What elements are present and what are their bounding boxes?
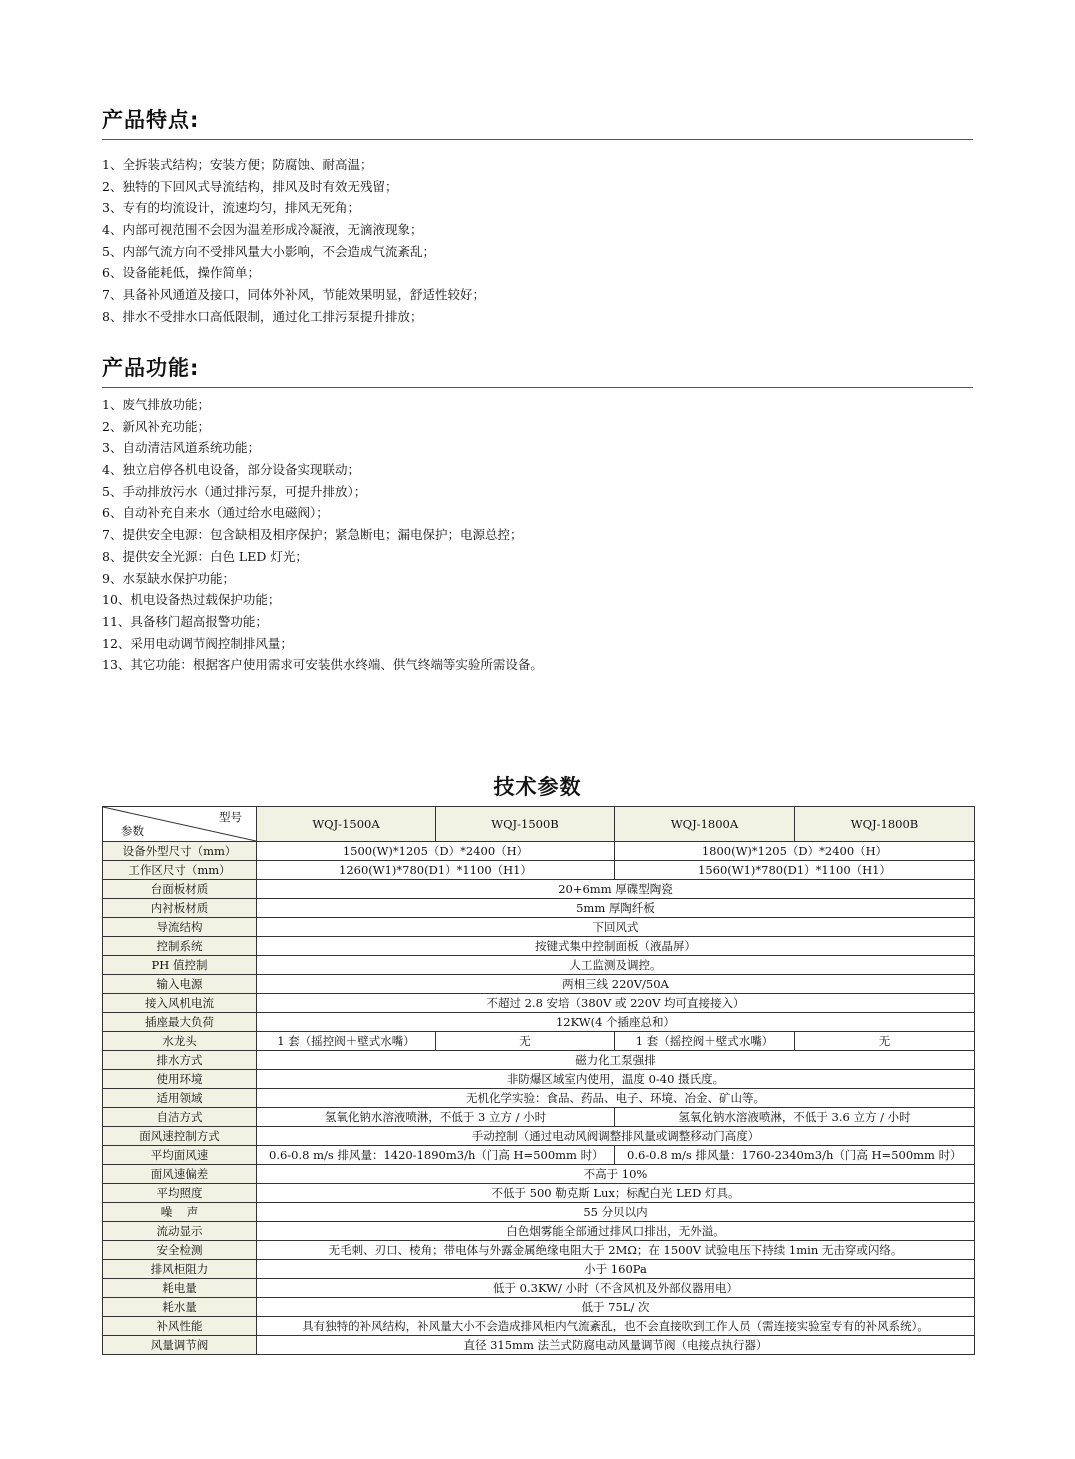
row-label: 控制系统 <box>103 937 257 956</box>
cell-value: 无毛刺、刃口、棱角；带电体与外露金属绝缘电阻大于 2MΩ；在 1500V 试验电压下持续 1min 无击穿或闪络。 <box>257 1241 975 1260</box>
list-item: 5、手动排放污水（通过排污泵，可提升排放）； <box>102 483 367 499</box>
row-label: 补风性能 <box>103 1317 257 1336</box>
model-header: WQJ-1800B <box>795 807 975 842</box>
row-label: 导流结构 <box>103 918 257 937</box>
list-item: 1、全拆装式结构；安装方便；防腐蚀、耐高温； <box>102 157 373 172</box>
row-label: 接入风机电流 <box>103 994 257 1013</box>
functions-divider <box>102 387 973 388</box>
table-row <box>103 1298 975 1317</box>
table-row <box>103 918 975 937</box>
cell-value: 12KW(4 个插座总和） <box>257 1013 975 1032</box>
row-label: 风量调节阀 <box>103 1336 257 1355</box>
cell-value: 不高于 10% <box>257 1165 975 1184</box>
row-label: 工作区尺寸（mm） <box>103 861 257 880</box>
list-item: 13、其它功能：根据客户使用需求可安装供水终端、供气终端等实验所需设备。 <box>102 657 543 673</box>
list-item: 9、水泵缺水保护功能； <box>102 570 235 586</box>
cell-value: 无 <box>436 1032 615 1051</box>
list-item: 6、设备能耗低，操作简单； <box>102 265 260 281</box>
cell-value: 具有独特的补风结构，补风量大小不会造成排风柜内气流紊乱，也不会直接吹到工作人员（需连接实验室专有的补风系统）。 <box>257 1317 975 1336</box>
cell-value: 20+6mm 厚碟型陶瓷 <box>257 880 975 899</box>
table-row <box>103 1260 975 1279</box>
table-row <box>103 975 975 994</box>
features-divider <box>102 139 973 140</box>
row-label: 使用环境 <box>103 1070 257 1089</box>
list-item: 4、内部可视范围不会因为温差形成冷凝液，无滴液现象； <box>102 222 423 238</box>
table-row <box>103 1070 975 1089</box>
table-row <box>103 1108 975 1127</box>
list-item: 11、具备移门超高报警功能； <box>102 613 268 629</box>
model-header: WQJ-1500B <box>436 807 615 842</box>
row-label: 排风柜阻力 <box>103 1260 257 1279</box>
cell-value: 两相三线 220V/50A <box>257 975 975 994</box>
cell-value: 白色烟雾能全部通过排风口排出，无外溢。 <box>257 1222 975 1241</box>
cell-value: 低于 0.3KW/ 小时（不含风机及外部仪器用电） <box>257 1279 975 1298</box>
table-row <box>103 1051 975 1070</box>
row-label: 面风速偏差 <box>103 1165 257 1184</box>
features-list <box>102 154 485 328</box>
list-item: 8、提供安全光源：白色 LED 灯光； <box>102 548 308 564</box>
features-title: 产品特点: <box>102 108 200 132</box>
row-label: 平均面风速 <box>103 1146 257 1165</box>
cell-value: 1260(W1)*780(D1）*1100（H1） <box>257 861 615 880</box>
list-item: 3、专有的均流设计，流速均匀，排风无死角； <box>102 200 360 216</box>
cell-value: 0.6-0.8 m/s 排风量：1420-1890m3/h（门高 H=500mm 时） <box>257 1146 615 1165</box>
cell-value: 1 套（摇控阀＋壁式水嘴） <box>615 1032 795 1051</box>
cell-value: 低于 75L/ 次 <box>257 1298 975 1317</box>
table-row <box>103 994 975 1013</box>
row-label: 噪 声 <box>103 1203 257 1222</box>
row-label: 内衬板材质 <box>103 899 257 918</box>
tech-spec-title: 技术参数 <box>493 775 582 799</box>
table-row <box>103 1203 975 1222</box>
table-row <box>103 956 975 975</box>
row-label: PH 值控制 <box>103 956 257 975</box>
cell-value: 不低于 500 勒克斯 Lux；标配白光 LED 灯具。 <box>257 1184 975 1203</box>
cell-value: 1800(W)*1205（D）*2400（H） <box>615 842 975 861</box>
row-label: 自洁方式 <box>103 1108 257 1127</box>
row-label: 设备外型尺寸（mm） <box>103 842 257 861</box>
table-row <box>103 1165 975 1184</box>
table-row <box>103 1241 975 1260</box>
table-row <box>103 842 975 861</box>
table-row <box>103 1127 975 1146</box>
corner-model-label: 型号 <box>219 810 242 824</box>
cell-value: 不超过 2.8 安培（380V 或 220V 均可直接接入） <box>257 994 975 1013</box>
cell-value: 0.6-0.8 m/s 排风量：1760-2340m3/h（门高 H=500mm 时） <box>615 1146 975 1165</box>
list-item: 12、采用电动调节阀控制排风量； <box>102 635 293 651</box>
table-row <box>103 1013 975 1032</box>
list-item: 3、自动清洁风道系统功能； <box>102 440 260 456</box>
table-row <box>103 1184 975 1203</box>
row-label: 插座最大负荷 <box>103 1013 257 1032</box>
row-label: 安全检测 <box>103 1241 257 1260</box>
cell-value: 5mm 厚陶纤板 <box>257 899 975 918</box>
table-row <box>103 861 975 880</box>
list-item: 8、排水不受排水口高低限制，通过化工排污泵提升排放； <box>102 308 423 324</box>
cell-value: 55 分贝以内 <box>257 1203 975 1222</box>
cell-value: 1 套（摇控阀＋壁式水嘴） <box>257 1032 436 1051</box>
row-label: 平均照度 <box>103 1184 257 1203</box>
table-row <box>103 1317 975 1336</box>
cell-value: 非防爆区域室内使用，温度 0-40 摄氏度。 <box>257 1070 975 1089</box>
row-label: 排水方式 <box>103 1051 257 1070</box>
table-header-row <box>103 807 975 842</box>
cell-value: 小于 160Pa <box>257 1260 975 1279</box>
list-item: 10、机电设备热过载保护功能； <box>102 592 281 608</box>
cell-value: 无机化学实验：食品、药品、电子、环境、冶金、矿山等。 <box>257 1089 975 1108</box>
row-label: 输入电源 <box>103 975 257 994</box>
cell-value: 直径 315mm 法兰式防腐电动风量调节阀（电接点执行器） <box>257 1336 975 1355</box>
table-row <box>103 1032 975 1051</box>
cell-value: 下回风式 <box>257 918 975 937</box>
row-label: 耗电量 <box>103 1279 257 1298</box>
corner-param-label: 参数 <box>121 824 144 838</box>
cell-value: 按键式集中控制面板（液晶屏） <box>257 937 975 956</box>
row-label: 耗水量 <box>103 1298 257 1317</box>
list-item: 2、新风补充功能； <box>102 418 210 434</box>
functions-title: 产品功能: <box>102 356 200 380</box>
table-row <box>103 880 975 899</box>
cell-value: 氢氧化钠水溶液喷淋，不低于 3.6 立方 / 小时 <box>615 1108 975 1127</box>
model-header: WQJ-1800A <box>615 807 795 842</box>
list-item: 7、具备补风通道及接口，同体外补风，节能效果明显，舒适性较好； <box>102 287 485 303</box>
cell-value: 人工监测及调控。 <box>257 956 975 975</box>
table-row <box>103 937 975 956</box>
cell-value: 无 <box>795 1032 975 1051</box>
functions-list <box>102 394 543 676</box>
row-label: 台面板材质 <box>103 880 257 899</box>
tech-spec-table <box>102 806 975 1355</box>
cell-value: 手动控制（通过电动风阀调整排风量或调整移动门高度） <box>257 1127 975 1146</box>
table-row <box>103 1279 975 1298</box>
table-row <box>103 1222 975 1241</box>
row-label: 流动显示 <box>103 1222 257 1241</box>
row-label: 水龙头 <box>103 1032 257 1051</box>
cell-value: 1500(W)*1205（D）*2400（H） <box>257 842 615 861</box>
table-row <box>103 1336 975 1355</box>
cell-value: 氢氧化钠水溶液喷淋，不低于 3 立方 / 小时 <box>257 1108 615 1127</box>
list-item: 7、提供安全电源：包含缺相及相序保护；紧急断电；漏电保护；电源总控； <box>102 527 523 543</box>
list-item: 5、内部气流方向不受排风量大小影响，不会造成气流紊乱； <box>102 243 435 259</box>
table-row <box>103 1089 975 1108</box>
table-row <box>103 899 975 918</box>
row-label: 适用领域 <box>103 1089 257 1108</box>
cell-value: 1560(W1)*780(D1）*1100（H1） <box>615 861 975 880</box>
header-corner-cell <box>103 807 257 842</box>
row-label: 面风速控制方式 <box>103 1127 257 1146</box>
cell-value: 磁力化工泵强排 <box>257 1051 975 1070</box>
list-item: 4、独立启停各机电设备，部分设备实现联动； <box>102 462 360 478</box>
list-item: 6、自动补充自来水（通过给水电磁阀）； <box>102 505 329 521</box>
list-item: 2、独特的下回风式导流结构，排风及时有效无残留； <box>102 178 398 194</box>
model-header: WQJ-1500A <box>257 807 436 842</box>
table-row <box>103 1146 975 1165</box>
list-item: 1、废气排放功能； <box>102 397 210 412</box>
